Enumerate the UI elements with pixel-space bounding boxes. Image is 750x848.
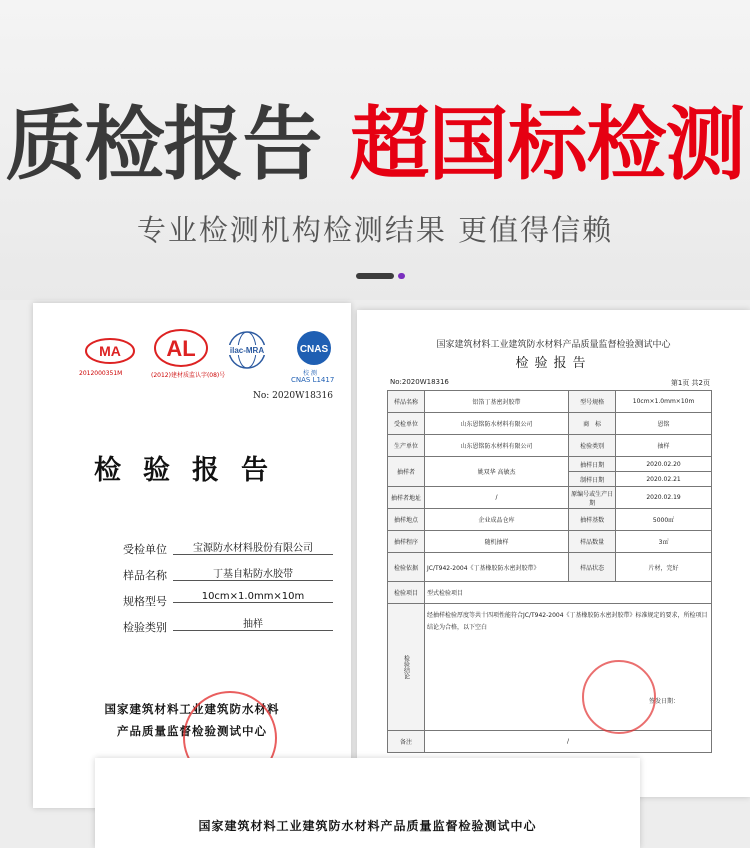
conclusion-text: 经抽样检验厚度等共十四项性能符合JC/T942-2004《丁基橡胶防水密封胶带》标准规定的要求，所检项目结论为合格，以下空白 [427,612,708,631]
report-title: 检验报告 [515,356,592,371]
table-row: 备注 / [388,731,712,753]
table-row: 抽样程序 随机抽样 样品数量 3㎡ [388,531,712,553]
cma-caption: 2012000351M [79,370,123,377]
org-line1: 国家建筑材料工业建筑防水材料 [104,702,280,716]
report-header: 国家建筑材料工业建筑防水材料产品质量监督检验测试中心 [436,340,671,350]
field-value: 10cm×1.0mm×10m [173,591,333,603]
table-row: 受检单位 山东恩铭防水材料有限公司 商 标 恩铭 [388,413,712,435]
table-row: 检验依据 JC/T942-2004《丁基橡胶防水密封胶带》 样品状态 片材，完好 [388,553,712,582]
field-label: 规格型号 [123,595,167,608]
cover-title: 检验报告 [94,455,290,486]
table-row: 样品名称 铝箔丁基密封胶带 型号规格 10cm×1.0mm×10m [388,391,712,413]
report-no: No:2020W18316 [390,378,449,386]
svg-text:AL: AL [166,336,196,361]
svg-text:CNAS: CNAS [299,344,329,355]
subtitle: 专业检测机构检测结果 更值得信赖 [136,213,614,247]
sign-date: 签发日期： [648,698,679,705]
table-row: 抽样者 姚双华 高敏杰 抽样日期 2020.02.20 [388,457,712,472]
report-page-number: 第1页 共2页 [670,379,710,387]
page-title [0,95,750,195]
certification-logos [33,328,351,388]
title-red: 超国标检测 [349,98,745,191]
cal-caption: (2012)建材质监认字(08)号 [151,372,226,379]
bottom-org-text: 国家建筑材料工业建筑防水材料产品质量监督检验测试中心 [198,819,537,833]
field-label: 受检单位 [123,543,167,556]
table-row: 检验结论 经抽样检验厚度等共十四项性能符合JC/T942-2004《丁基橡胶防水密封胶带》标准规定的要求，所检项目结论为合格，以下空白 签发日期： [388,604,712,731]
table-row: 抽样地点 企业成品仓库 抽样基数 5000㎡ [388,509,712,531]
divider-bar [356,273,394,279]
ilac-logo-icon [220,330,274,370]
field-label: 检验类别 [123,621,167,634]
divider-dot [398,273,405,279]
title-dark: 质检报告 [5,98,322,191]
cma-logo-icon [83,336,137,366]
cnas-sub: 校 测 [303,370,317,377]
report-page [357,310,750,797]
cnas-logo-icon [288,330,340,370]
report-cover [33,303,351,808]
cal-logo-icon [153,328,209,368]
table-row: 检验项目 型式检验项目 [388,582,712,604]
svg-text:MA: MA [99,343,121,359]
org-line2: 产品质量监督检验测试中心 [117,724,267,738]
svg-text:ilac-MRA: ilac-MRA [229,346,265,355]
table-row: 制样日期 2020.02.21 [388,472,712,487]
cover-report-no: No: 2020W18316 [253,391,333,401]
red-seal-stamp [582,660,656,734]
cnas-caption: CNAS L1417 [291,376,335,384]
field-label: 样品名称 [123,569,167,582]
field-value: 丁基自粘防水胶带 [173,565,333,581]
table-row: 抽样者地址 / 原编号或生产日期 2020.02.19 [388,487,712,509]
table-row: 生产单位 山东恩铭防水材料有限公司 检验类别 抽样 [388,435,712,457]
report-table [387,390,712,753]
field-value: 宝源防水材料股份有限公司 [173,539,333,555]
field-value: 抽样 [173,615,333,631]
